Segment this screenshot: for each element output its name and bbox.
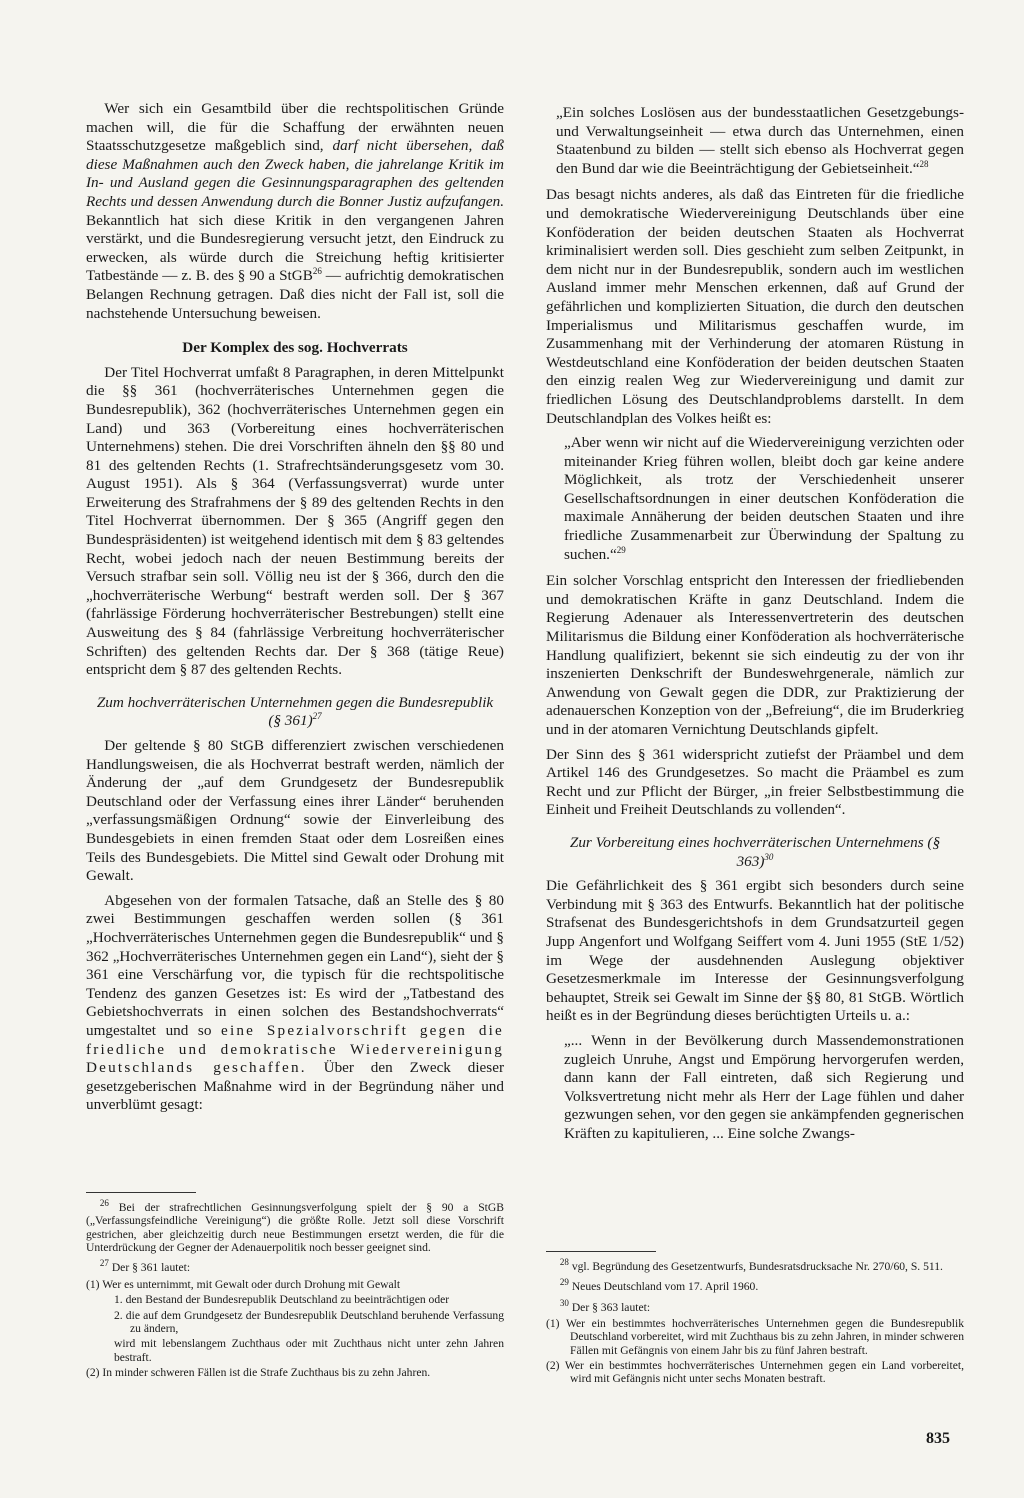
subheading-361: Zum hochverräterischen Unternehmen gegen die Bundesrepublik (§ 361)$^{27}$ (96, 693, 494, 730)
footnote-29: $^{29}$ Neues Deutschland vom 17. April 1960. (559, 1277, 759, 1294)
footnote-27-item-2: (2) In minder schweren Fällen ist die Strafe Zuchthaus bis zu zehn Jahren. (86, 1366, 431, 1380)
paragraph-praeambel: Der Sinn des § 361 widerspricht zutiefst der Präambel und dem Artikel 146 des Grundgesetzes. So macht die Präambel es zum Recht und zur Pflicht der Bürger, „in freier Selbstbestimmung die Einheit und Freiheit Deutschlands zu vollenden“. (546, 745, 964, 819)
paragraph-titel-hochverrat: Der Titel Hochverrat umfaßt 8 Paragraphen, in deren Mittelpunkt die §§ 361 (hochverräterisches Unternehmen gegen die Bundesrepublik), 362 (hochverräterisches Unternehmen gegen ein Land) und 363 (Vorbereitung eines hochverräterischen Unternehmens) stehen. Die drei Vorschriften ähneln den §§ 80 und 81 des geltenden Rechts (1. Strafrechtsänderungsgesetz vom 30. August 1951). Als § 364 (Verfassungsverrat) wurde unter Erweiterung des Strafrahmens der § 89 des geltenden Rechts in den Titel Hochverrat übernommen. Der § 365 (Angriff gegen den Bundespräsidenten) ist weitgehend identisch mit dem § 83 geltendes Recht, wobei jedoch nach der neuen Bestimmung bereits der Versuch strafbar sein soll. Völlig neu ist der § 366, durch den die „hochverräterische Werbung“ bestraft werden soll. Der § 367 (fahrlässige Förderung hochverräterischer Bestrebungen) stellt eine Ausweitung des § 84 (fahrlässige Verbreitung hochverräterischer Schriften) des geltenden Rechts dar. Der § 368 (tätige Reue) entspricht dem § 87 des geltenden Rechts. (86, 363, 504, 679)
footnote-30: $^{30}$ Der § 363 lautet: (559, 1297, 651, 1314)
spaced-emphasis: eine Spezialvorschrift gegen die friedliche und demokratische Wiedervereinigung Deutschlands geschaffen. (86, 1021, 505, 1077)
footnote-ref-30: 30 (764, 851, 774, 862)
subheading-363: Zur Vorbereitung eines hochverräterischen Unternehmens (§ 363)$^{30}$ (569, 833, 941, 870)
footnote-divider (546, 1251, 656, 1252)
footnote-30-item-1: (1) Wer ein bestimmtes hochverräterisches Unternehmen gegen die Bundesrepublik Deutschland vorbereitet, wird mit Zuchthaus bis zu zehn Jahren, in minder schweren Fällen mit Gefängnis von einem Jahr bis zu fünf Jahren bestraft. (546, 1316, 964, 1357)
footnote-27-item-1b: 2. die auf dem Grundgesetz der Bundesrepublik Deutschland beruhende Verfassung zu ändern, (114, 1308, 504, 1335)
paragraph-vorschlag: Ein solcher Vorschlag entspricht den Interessen der friedliebenden und demokratischen Kräfte in ganz Deutschland. Indem die Regierung Adenauer als Interessenvertreterin des deutschen Militarismus die Bildung einer Konföderation als hochverräterische Handlung qualifiziert, bekennt sie sich eindeutig zu der von ihr inszenierten Denkschrift der Bundeswehrgenerale, nämlich zur Anwendung von Gewalt gegen die DDR, zur Praktizierung der adenauerschen Konzeption von der „Befreiung“, die im Bruderkrieg und in der atomaren Vernichtung Deutschlands gipfelt. (546, 572, 964, 738)
footnotes-left (86, 1192, 504, 1382)
emphasis-text: darf nicht übersehen, daß diese Maßnahmen auch den Zweck haben, die jahrelange Kritik im In- und Ausland gegen die Gesinnungsparagraphen des geltenden Rechts und dessen Anwendung durch die Bonner Justiz aufzufangen. (86, 137, 505, 210)
footnote-30-item-2: (2) Wer ein bestimmtes hochverräterisches Unternehmen gegen ein Land vorbereitet, wird mit Gefängnis nicht unter sechs Monaten bestraft. (546, 1359, 964, 1386)
footnote-27-item-1c: wird mit lebenslangem Zuchthaus oder mit Zuchthaus nicht unter zehn Jahren bestraft. (114, 1337, 504, 1364)
page-number: 835 (926, 1430, 950, 1447)
footnote-27: $^{27}$ Der § 361 lautet: (99, 1258, 191, 1275)
footnotes-right (546, 1251, 964, 1388)
paragraph-konfoederation: Das besagt nichts anderes, als daß das Eintreten für die friedliche und demokratische Wiedervereinigung Deutschlands über eine Konföderation der beiden deutschen Staaten als Hochverrat kriminalisiert werden soll. Dies geschieht zum selben Zeitpunkt, in dem nicht nur in der Bundesrepublik, sondern auch im westlichen Ausland immer mehr Menschen erkennen, daß auf Grund der gefährlichen und komplizierten Situation, die durch den deutschen Imperialismus und Militarismus geschaffen wurde, im Zusammenhang mit der Verhinderung der atomaren Rüstung in Westdeutschland eine Konföderation der beiden deutschen Staaten den einzig realen Weg zur Wiedervereinigung und damit zur friedlichen Lösung des Deutschlandproblems darstellt. In dem Deutschlandplan des Volkes heißt es: (546, 186, 964, 427)
quote-deutschlandplan: „Aber wenn wir nicht auf die Wiedervereinigung verzichten oder miteinander Krieg führen wollen, bleibt doch gar keine andere Möglichkeit, als trotz der Verschiedenheit unserer Gesellschaftsordnungen in einer deutschen Konföderation die maximale Annäherung der beiden deutschen Staaten und ihre friedliche Zusammenarbeit zur Überwindung der Spaltung zu suchen.“$^{29}$ (564, 434, 964, 563)
footnote-26: $^{26}$ Bei der strafrechtlichen Gesinnungsverfolgung spielt der § 90 a StGB („Verfassungsfeindliche Vereinigung“) die größte Rolle. Jetzt soll diese Vorschrift gestrichen, aber gleichzeitig durch neue Bestimmungen ersetzt werden, die für die Unterdrückung der Gegner der Adenauerpolitik noch besser geeignet sind. (86, 1198, 504, 1255)
paragraph-abgesehen: Abgesehen von der formalen Tatsache, daß an Stelle des § 80 zwei Bestimmungen geschaffen werden sollen (§ 361 „Hochverräterisches Unternehmen gegen die Bundesrepublik“ und § 362 „Hochverräterisches Unternehmen gegen ein Land“), sieht der § 361 eine Verschärfung vor, die typisch für die rechtspolitische Tendenz des ganzen Gesetzes ist: Es wird der „Tatbestand des Gebietshochverrats in einen solchen des Bestandshochverrats“ umgestaltet und so eine Spezialvorschrift gegen die friedliche und demokratische Wiedervereinigung Deutschlands geschaffen. Über den Zweck dieser gesetzgeberischen Maßnahme wird in der Begründung näher und unverblümt gesagt: (86, 891, 505, 1114)
right-column (546, 100, 964, 1151)
footnote-ref-26: 26 (312, 266, 322, 277)
footnote-27-item-1a: 1. den Bestand der Bundesrepublik Deutschland zu beeinträchtigen oder (114, 1293, 450, 1307)
quote-begruendung: „Ein solches Loslösen aus der bundesstaatlichen Gesetzgebungs- und Verwaltungseinheit — etwa durch das Unternehmen, einen Staatenbund zu bilden — stellt sich ebenso als Hochverrat gegen den Bund dar wie die Beeinträchtigung der Gebietseinheit.“$^{28}$ (556, 104, 964, 177)
paragraph-gefaehrlichkeit: Die Gefährlichkeit des § 361 ergibt sich besonders durch seine Verbindung mit § 363 des Entwurfs. Bekanntlich hat der politische Strafsenat des Bundesgerichtshofs in dem Grundsatzurteil gegen Jupp Angenfort und Wolfgang Seiffert vom 4. Juni 1955 (StE 1/52) im Wege der ausdehnenden Auslegung objektiver Gesetzesmerkmale im Interesse der Gesinnungsverfolgung behauptet, Streik sei Gewalt im Sinne der §§ 80, 81 StGB. Wörtlich heißt es in der Begründung dieses berüchtigten Urteils u. a.: (546, 877, 964, 1025)
left-column (86, 100, 504, 1121)
footnote-27-item-1: (1) Wer es unternimmt, mit Gewalt oder durch Drohung mit Gewalt (86, 1277, 401, 1291)
paragraph-intro: Wer sich ein Gesamtbild über die rechtspolitischen Gründe machen will, die für die Schaffung der erwähnten neuen Staatsschutzgesetze maßgeblich sind, darf nicht übersehen, daß diese Maßnahmen auch den Zweck haben, die jahrelange Kritik im In- und Ausland gegen die Gesinnungsparagraphen des geltenden Rechts und dessen Anwendung durch die Bonner Justiz aufzufangen. Bekanntlich hat sich diese Kritik in den vergangenen Jahren verstärkt, und die Bundesregierung versucht jetzt, den Eindruck zu erwecken, als würde durch die Streichung heftig kritisierter Tatbestände — z. B. des § 90 a StGB$^{26}$ — aufrichtig demokratischen Belangen Rechnung getragen. Daß dies nicht der Fall ist, soll die nachstehende Untersuchung beweisen. (86, 100, 505, 322)
quote-urteil: „... Wenn in der Bevölkerung durch Massendemonstrationen zugleich Unruhe, Angst und Empörung hervorgerufen werden, dann kann der Fall eintreten, daß sich Regierung und Volksvertretung nicht mehr als Herr der Lage fühlen und daher gezwungen sehen, vor den gegen sie ankämpfenden gegnerischen Kräften zu kapitulieren, ... Eine solche Zwangs- (564, 1031, 964, 1142)
footnote-divider (86, 1192, 196, 1193)
section-heading-hochverrat: Der Komplex des sog. Hochverrats (182, 339, 408, 357)
paragraph-80-stgb: Der geltende § 80 StGB differenziert zwischen verschiedenen Handlungsweisen, die als Hochverrat bestraft werden, nämlich der Änderung der „auf dem Grundgesetz der Bundesrepublik Deutschland oder der Verfassung eines ihrer Länder“ beruhenden „verfassungsmäßigen Ordnung“ sowie der Einverleibung des Bundesgebiets in einen fremden Staat oder dem Losreißen eines Teils des Bundesgebiets. Die Mittel sind Gewalt oder Drohung mit Gewalt. (86, 737, 504, 885)
footnote-28: $^{28}$ vgl. Begründung des Gesetzentwurfs, Bundesratsdrucksache Nr. 270/60, S. 511. (559, 1257, 943, 1273)
footnote-ref-28: 28 (919, 158, 929, 169)
footnote-ref-27: 27 (312, 711, 322, 722)
footnote-ref-29: 29 (616, 544, 626, 555)
